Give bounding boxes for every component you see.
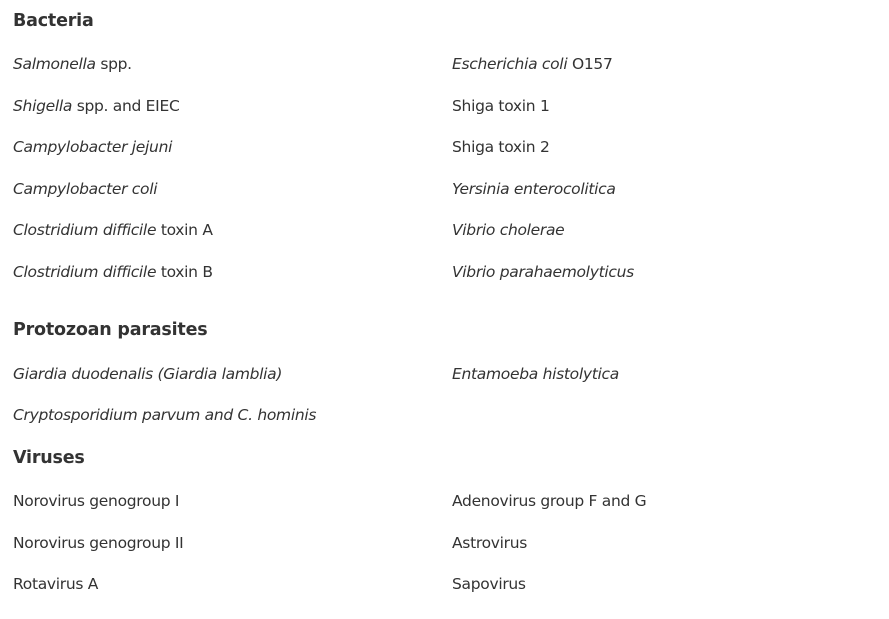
organism-name: Shigella: [13, 97, 73, 115]
organism-name: Entamoeba histolytica: [452, 365, 619, 383]
list-item: [13, 575, 98, 593]
organism-name: Campylobacter jejuni: [13, 138, 173, 156]
organism-name: Cryptosporidium parvum and C. hominis: [13, 406, 317, 424]
list-item: [13, 138, 172, 156]
organism-qualifier: Norovirus genogroup II: [13, 534, 184, 552]
section-heading-bacteria: Bacteria: [13, 11, 94, 31]
organism-qualifier: Rotavirus A: [13, 575, 99, 593]
organism-name: Escherichia coli: [452, 55, 568, 73]
list-item: [13, 534, 183, 552]
organism-qualifier: spp. and EIEC: [72, 97, 180, 115]
list-item: [452, 575, 526, 593]
organism-qualifier: Adenovirus group F and G: [452, 492, 647, 510]
organism-name: Salmonella: [13, 55, 96, 73]
section-heading-viruses: Viruses: [13, 448, 85, 468]
list-item: [13, 365, 282, 383]
list-item: [13, 180, 157, 198]
list-item: [13, 97, 179, 115]
list-item: [452, 534, 527, 552]
list-item: [13, 492, 179, 510]
list-item: [13, 406, 316, 424]
list-item: [452, 263, 634, 281]
list-item: [13, 263, 213, 281]
section-heading-protozoa: Protozoan parasites: [13, 320, 208, 340]
organism-qualifier: spp.: [95, 55, 132, 73]
organism-qualifier: Sapovirus: [452, 575, 526, 593]
list-item: [13, 221, 213, 239]
list-item: [452, 221, 564, 239]
organism-qualifier: toxin A: [156, 221, 213, 239]
list-item: [452, 180, 616, 198]
organism-qualifier: Shiga toxin 1: [452, 97, 550, 115]
organism-qualifier: toxin B: [156, 263, 213, 281]
organism-name: Vibrio cholerae: [452, 221, 565, 239]
organism-qualifier: O157: [567, 55, 613, 73]
list-item: [452, 97, 550, 115]
organism-name: Vibrio parahaemolyticus: [452, 263, 634, 281]
list-item: [452, 55, 613, 73]
list-item: [452, 138, 550, 156]
organism-name: Campylobacter coli: [13, 180, 158, 198]
organism-name: Giardia duodenalis (Giardia lamblia): [13, 365, 283, 383]
organism-qualifier: Norovirus genogroup I: [13, 492, 180, 510]
organism-name: Yersinia enterocolitica: [452, 180, 616, 198]
organism-name: Clostridium difficile: [13, 263, 157, 281]
organism-name: Clostridium difficile: [13, 221, 157, 239]
organism-qualifier: Shiga toxin 2: [452, 138, 550, 156]
organism-qualifier: Astrovirus: [452, 534, 528, 552]
list-item: [13, 55, 132, 73]
list-item: [452, 492, 646, 510]
list-item: [452, 365, 619, 383]
